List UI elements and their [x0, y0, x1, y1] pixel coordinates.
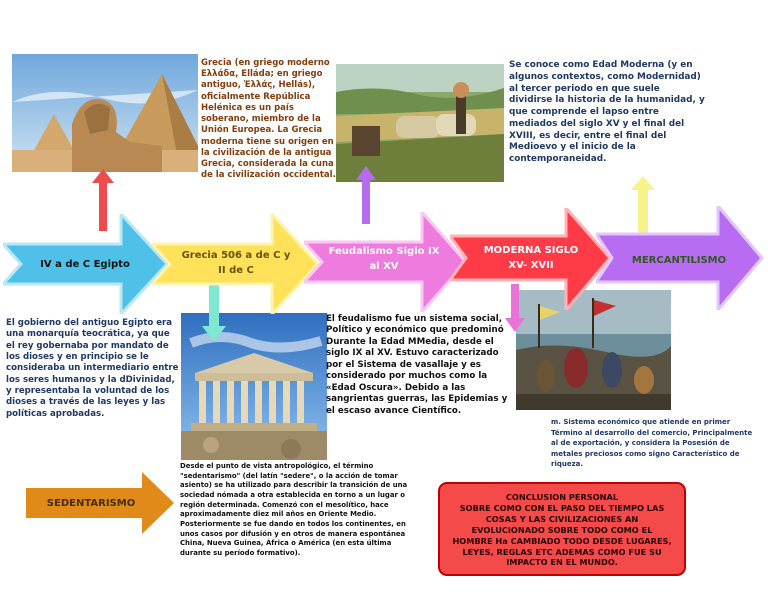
sedentarismo-description: Desde el punto de vista antropológico, el término "sedentarismo" (del latín "sedere", o la acción de tomar asiento) se ha utilizado para describir la transición de una sociedad nómada a otra establecida en torno a un lugar o región determinada. Comenzó con el mesolítico, hace aproximadamente diez mil años en Oriente Medio. Posteriormente se fue dando en todos los continentes, en unos casos por difusión y en otros de manera espontánea China, Nueva Guinea, África o América (en esta última durante su período formativo).	[180, 462, 408, 557]
egypt-sphinx-image	[12, 54, 198, 172]
sedentarismo-label: SEDENTARISMO	[46, 497, 136, 509]
grecia-description: Grecia (en griego moderno Ελλάδα, Elláda; en griego antiguo, Ἑλλάς, Hellás), oficialmente República Helénica es un país soberano, miembro de la Unión Europea. La Grecia moderna tiene su origen en la civilización de la antigua Grecia, considerada la cuna de la civilización occidental.	[201, 58, 336, 181]
mercantilismo-description: m. Sistema económico que atiende en primer Término al desarrollo del comercio, Principalmente al de exportación, y considera la Posesión de metales preciosos como signo Característico de riqueza.	[551, 418, 753, 468]
timeline-label-mercantilismo: MERCANTILISMO	[631, 254, 727, 266]
moderna-description: Se conoce como Edad Moderna (y en algunos contextos, como Modernidad) al tercer periodo en que suele dividirse la historia de la humanidad, y que comprende el lapso entre mediados del siglo XV y el final del XVIII, es decir, entre el final del Medioevo y el inicio de la contemporaneidad.	[509, 60, 705, 164]
conclusion-body: SOBRE COMO CON EL PASO DEL TIEMPO LAS COSAS Y LAS CIVILIZACIONES AN EVOLUCIONADO SOBRE TODO COMO EL HOMBRE Ha CAMBIADO TODO DESDE LUGARES, LEYES, REGLAS ETC ADEMAS COMO FUE SU IMPACTO EN EL MUNDO.	[452, 502, 672, 568]
timeline-label-feudalismo: Feudalismo Siglo IX al XV	[328, 246, 440, 272]
timeline-label-egipto: IV a de C Egipto	[40, 258, 130, 270]
egipto-description: El gobierno del antiguo Egipto era una monarquía teocrática, ya que el rey gobernaba por mandato de los dioses y en principio se le consideraba un intermediario entre los seres humanos y la dDivinidad, y representaba la voluntad de los dioses a través de las leyes y las políticas aprobadas.	[6, 318, 179, 419]
timeline-label-grecia: Grecia 506 a de C y II de C	[181, 250, 291, 276]
feudalism-painting-image	[336, 64, 504, 182]
conclusion-box	[438, 482, 686, 576]
feudalismo-description: El feudalismo fue un sistema social, Político y económico que predominó Durante la Edad MMedia, desde el siglo IX al XV. Estuvo caracterizado por el Sistema de vasallaje y es considerado por muchos como la «Edad Oscura». Debido a las sangrientas guerras, las Epidemias y el escaso avance Científico.	[326, 314, 508, 416]
conclusion-title: CONCLUSION PERSONAL	[505, 492, 619, 502]
timeline-label-moderna: MODERNA SIGLO XV- XVII	[483, 245, 579, 271]
